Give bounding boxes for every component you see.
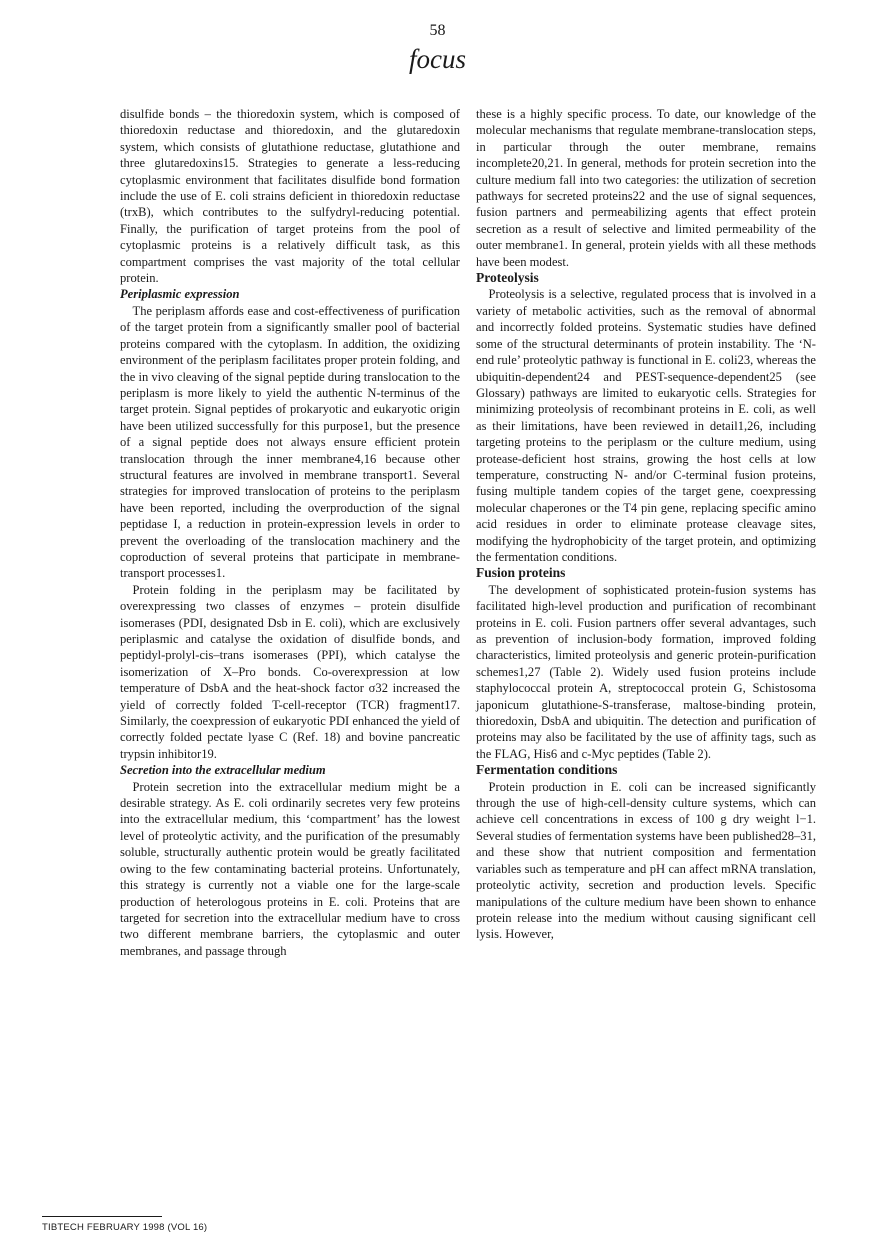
paragraph: Protein secretion into the extracellular medium might be a desirable strategy. As E. coli ordinarily secretes very few proteins into the extracellular medium, this ‘compartment’ has the lowest level of proteolytic activity, and the purification of the presumably soluble, structurally authentic protein would be greatly facilitated owing to the few contaminating bacterial proteins. Unfortunately, this strategy is currently not a viable one for the large-scale production of heterologous proteins in E. coli. Proteins that are targeted for secretion into the extracellular medium have to cross two different membrane barriers, the cytoplasmic and outer membranes, and passage through <box>120 779 460 958</box>
paragraph: Protein production in E. coli can be increased significantly through the use of high-cell-density culture systems, which can achieve cell concentrations in excess of 100 g dry weight l−1. Several studies of fermentation systems have been published28–31, and these show that nutrient composition and fermentation variables such as temperature and pH can affect mRNA translation, proteolytic activity, secretion and production levels. Specific manipulations of the culture medium have been shown to enhance protein release into the medium without causing significant cell lysis. However, <box>476 779 816 942</box>
right-column <box>476 106 816 943</box>
footer-rule <box>42 1216 162 1217</box>
paragraph: Protein folding in the periplasm may be facilitated by overexpressing two classes of enzymes – protein disulfide isomerases (PDI, designated Dsb in E. coli), which are exclusively periplasmic and catalyse the oxidation of disulfide bonds, and peptidyl-prolyl-cis–trans isomerases (PPI), which catalyse the isomerization of X–Pro bonds. Co-overexpression at low temperature of DsbA and the heat-shock factor σ32 increased the yield of correctly folded T-cell-receptor (TCR) fragment17. Similarly, the coexpression of eukaryotic PDI enhanced the yield of correctly folded pectate lyase C (Ref. 18) and bovine pancreatic trypsin inhibitor19. <box>120 582 460 761</box>
paragraph: Proteolysis is a selective, regulated process that is involved in a variety of metabolic activities, such as the removal of abnormal and incorrectly folded proteins. Systematic studies have defined some of the structural determinants of protein instability. The ‘N-end rule’ proteolytic pathway is functional in E. coli23, whereas the ubiquitin-dependent24 and PEST-sequence-dependent25 (see Glossary) pathways are limited to eukaryotic cells. Strategies for minimizing proteolysis of recombinant proteins in E. coli, as well as their limitations, have been reviewed in detail1,26, including targeting proteins to the periplasm or the culture medium, using protease-deficient host strains, growing the host cells at low temperature, constructing N- and/or C-terminal fusion proteins, fusing multiple tandem copies of the target gene, coexpressing molecular chaperones or the T4 pin gene, replacing specific amino acid residues in order to eliminate protease cleavage sites, modifying the hydrophobicity of the target protein, and optimizing the fermentation conditions. <box>476 287 816 564</box>
left-column <box>120 106 460 959</box>
paragraph: The periplasm affords ease and cost-effectiveness of purification of the target protein from a significantly smaller pool of bacterial proteins compared with the cytoplasm. In addition, the oxidizing environment of the periplasm facilitates proper protein folding, and the in vivo cleaving of the signal peptide during translocation to the periplasm is more likely to yield the authentic N-terminus of the target protein. Signal peptides of prokaryotic and eukaryotic origin have been utilized successfully for this purpose1, but the presence of a signal peptide does not always ensure efficient protein translocation through the inner membrane4,16 because other structural features are involved in membrane transport1. Several strategies for improved translocation of proteins to the periplasm have been reported, including the overproduction of the signal peptidase I, a reduction in protein-expression levels in order to prevent the overloading of the translocation machinery and the coproduction of several proteins that participate in membrane-transport processes1. <box>120 303 460 581</box>
heading-fusion-proteins: Fusion proteins <box>476 565 566 581</box>
page-number: 58 <box>429 22 446 39</box>
paragraph: these is a highly specific process. To date, our knowledge of the molecular mechanisms that regulate membrane-translocation steps, in particular through the outer membrane, remains incomplete20,21. In general, methods for protein secretion into the culture medium fall into two categories: the utilization of secretion pathways for secreted proteins22 and the use of signal sequences, fusion partners and permeabilizing agents that effect protein secretion as a result of selective and limited permeability of the outer membrane1. In general, protein yields with all these methods have been modest. <box>476 107 816 269</box>
subheading-secretion: Secretion into the extracellular medium <box>120 763 326 778</box>
section-title: focus <box>409 44 466 74</box>
paragraph: disulfide bonds – the thioredoxin system, which is composed of thioredoxin reductase and thioredoxin, and the glutaredoxin system, which consists of glutathione reductase, glutathione and three glutaredoxins15. Strategies to generate a less-reducing cytoplasmic environment that facilitates disulfide bond formation include the use of E. coli strains deficient in thioredoxin reductase (trxB), which contributes to the sulfydryl-reducing potential. Finally, the purification of target proteins from the pool of cytoplasmic proteins is a relatively difficult task, as this compartment comprises the vast majority of the total cellular protein. <box>120 107 460 286</box>
heading-proteolysis: Proteolysis <box>476 270 539 286</box>
journal-footer: TIBTECH FEBRUARY 1998 (VOL 16) <box>42 1222 208 1233</box>
subheading-periplasmic-expression: Periplasmic expression <box>120 287 240 302</box>
heading-fermentation-conditions: Fermentation conditions <box>476 762 618 778</box>
paragraph: The development of sophisticated protein-fusion systems has facilitated high-level production and purification of recombinant proteins in E. coli. Fusion partners offer several advantages, such as prevention of inclusion-body formation, improved folding characteristics, limited proteolysis and generic protein-purification schemes1,27 (Table 2). Widely used fusion proteins include staphylococcal protein A, streptococcal protein G, Schistosoma japonicum glutathione-S-transferase, maltose-binding protein, thioredoxin, DsbA and ubiquitin. The detection and purification of proteins may also be facilitated by the use of affinity tags, such as the FLAG, His6 and c-Myc peptides (Table 2). <box>476 582 816 761</box>
